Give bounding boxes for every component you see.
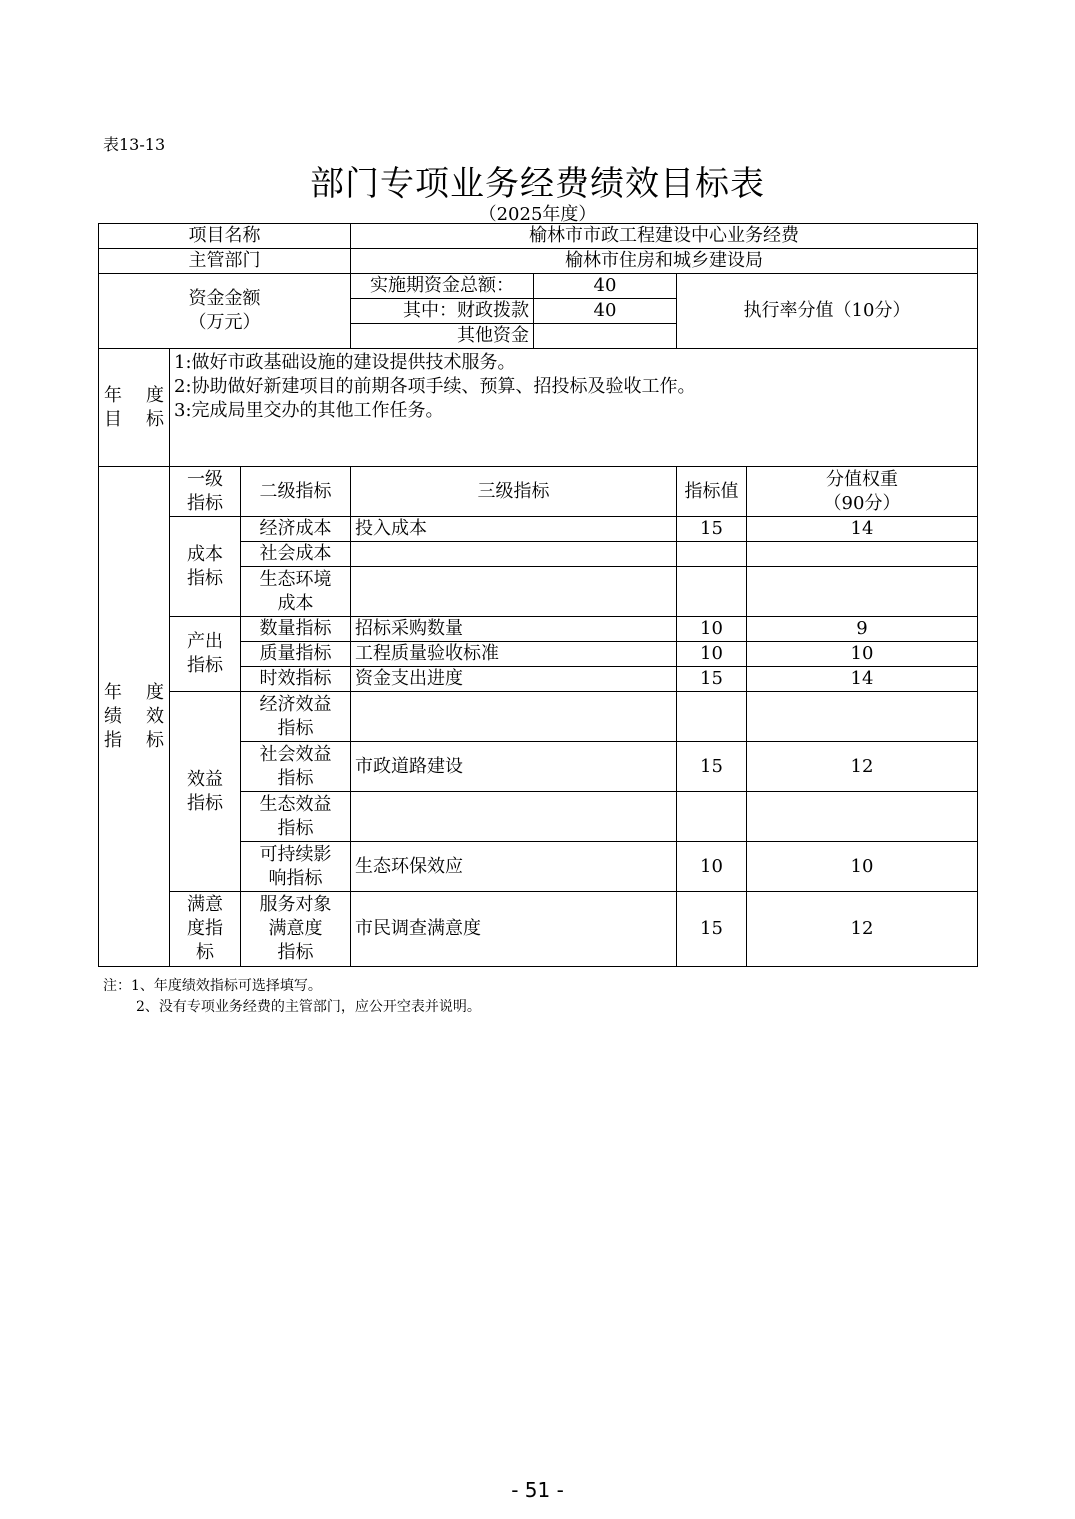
goal-label-char: 年 [104,384,122,406]
project-name-label: 项目名称 [99,224,351,249]
level3-cell: 生态环保效应 [351,842,677,892]
weight-cell [747,567,978,617]
funds-label-line1: 资金金额 [188,288,261,309]
goal-item: 1:做好市政基础设施的建设提供技术服务。 [174,352,516,373]
level2-line: 经济效益 [259,693,332,715]
other-funds-value [534,324,677,349]
performance-table [98,223,978,967]
group-satisfaction-line1: 满意 [187,894,223,915]
side-label-char: 指 [104,729,122,751]
group-cost-line2: 指标 [187,567,223,589]
table-row [99,517,978,542]
level2-cell [241,692,351,742]
level3-cell: 工程质量验收标准 [351,642,677,667]
side-label-char: 度 [146,681,164,703]
goal-label-char: 度 [146,384,164,406]
level2-cell: 社会成本 [241,542,351,567]
header-level1 [170,467,241,517]
level2-cell [241,567,351,617]
weight-cell [747,542,978,567]
fiscal-funds-value: 40 [534,299,677,324]
value-cell: 15 [677,517,747,542]
level2-line: 生态环境 [259,568,332,590]
level3-cell: 招标采购数量 [351,617,677,642]
group-benefit-line1: 效益 [187,768,223,790]
value-cell: 15 [677,892,747,967]
level2-line: 指标 [277,817,314,839]
value-cell: 10 [677,617,747,642]
level2-line: 生态效益 [259,793,332,815]
level3-cell: 市民调查满意度 [351,892,677,967]
table-tag: 表13-13 [103,135,166,154]
side-label-char: 标 [146,729,164,751]
page-number: - 51 - [511,1478,564,1502]
header-level1-line2: 指标 [187,492,223,514]
indicator-header-row [99,467,978,517]
project-name-row [99,224,978,249]
weight-cell [747,792,978,842]
level2-cell [241,892,351,967]
funds-row-total [99,274,978,299]
level3-cell [351,692,677,742]
table-row [99,617,978,642]
group-output-line1: 产出 [187,631,223,652]
annual-goal-row [99,349,978,467]
goal-item: 2:协助做好新建项目的前期各项手续、预算、招投标及验收工作。 [174,376,696,397]
weight-cell: 10 [747,842,978,892]
weight-cell [747,692,978,742]
level2-line: 成本 [277,592,314,614]
table-row [99,692,978,742]
value-cell: 15 [677,667,747,692]
level2-line: 指标 [277,717,314,739]
value-cell: 15 [677,742,747,792]
weight-cell: 12 [747,742,978,792]
group-benefit-line2: 指标 [187,792,223,814]
level2-line: 响指标 [268,867,323,889]
level2-line: 服务对象 [259,894,332,915]
department-label: 主管部门 [99,249,351,274]
funds-label [99,274,351,349]
group-benefit [170,692,241,892]
group-output [170,617,241,692]
side-label-char: 年 [104,681,122,703]
project-name-value: 榆林市市政工程建设中心业务经费 [351,224,978,249]
level2-cell: 时效指标 [241,667,351,692]
header-level2: 二级指标 [241,467,351,517]
side-label-char: 效 [146,705,164,727]
total-funds-value: 40 [534,274,677,299]
level2-cell [241,792,351,842]
group-satisfaction-line2: 度指 [187,918,223,939]
goal-item: 3:完成局里交办的其他工作任务。 [174,400,444,421]
value-cell [677,567,747,617]
side-label-char: 绩 [104,705,122,727]
level2-cell: 经济成本 [241,517,351,542]
level2-line: 指标 [277,942,314,963]
department-value: 榆林市住房和城乡建设局 [351,249,978,274]
level3-cell: 资金支出进度 [351,667,677,692]
footnotes [103,976,481,1018]
footnote-1: 注：1、年度绩效指标可选择填写。 [103,978,322,994]
annual-goal-content [170,349,978,467]
value-cell: 10 [677,842,747,892]
department-row [99,249,978,274]
header-level1-line1: 一级 [187,468,223,490]
level3-cell [351,792,677,842]
weight-cell: 10 [747,642,978,667]
level2-line: 指标 [277,767,314,789]
value-cell [677,542,747,567]
level2-cell: 质量指标 [241,642,351,667]
level2-line: 满意度 [268,918,323,939]
fiscal-funds-label: 其中：财政拨款 [351,299,534,324]
level2-line: 社会效益 [259,743,332,765]
group-cost [170,517,241,617]
level3-cell: 市政道路建设 [351,742,677,792]
funds-label-line2: （万元） [188,312,261,333]
header-weight-line1: 分值权重 [826,468,898,490]
header-weight [747,467,978,517]
level2-cell [241,842,351,892]
group-output-line2: 指标 [187,655,223,676]
level2-cell [241,742,351,792]
total-funds-label: 实施期资金总额： [351,274,534,299]
header-level3: 三级指标 [351,467,677,517]
header-value: 指标值 [677,467,747,517]
weight-cell: 14 [747,517,978,542]
indicator-side-label [99,467,170,967]
page-title: 部门专项业务经费绩效目标表 [310,164,765,204]
level2-line: 可持续影 [259,843,332,865]
group-satisfaction [170,892,241,967]
weight-cell: 9 [747,617,978,642]
value-cell [677,692,747,742]
level2-cell: 数量指标 [241,617,351,642]
group-cost-line1: 成本 [187,543,223,565]
other-funds-label: 其他资金 [351,324,534,349]
table-row [99,892,978,967]
year-label: （2025年度） [478,204,597,225]
level3-cell [351,567,677,617]
weight-cell: 14 [747,667,978,692]
level3-cell: 投入成本 [351,517,677,542]
weight-cell: 12 [747,892,978,967]
level3-cell [351,542,677,567]
goal-label-char: 目 [104,408,122,430]
value-cell: 10 [677,642,747,667]
execution-rate-label: 执行率分值（10分） [677,274,978,349]
group-satisfaction-line3: 标 [196,942,214,963]
header-weight-line2: （90分） [823,492,901,514]
annual-goal-label [99,349,170,467]
goal-label-char: 标 [146,408,164,430]
value-cell [677,792,747,842]
footnote-2: 2、没有专项业务经费的主管部门，应公开空表并说明。 [136,999,481,1015]
